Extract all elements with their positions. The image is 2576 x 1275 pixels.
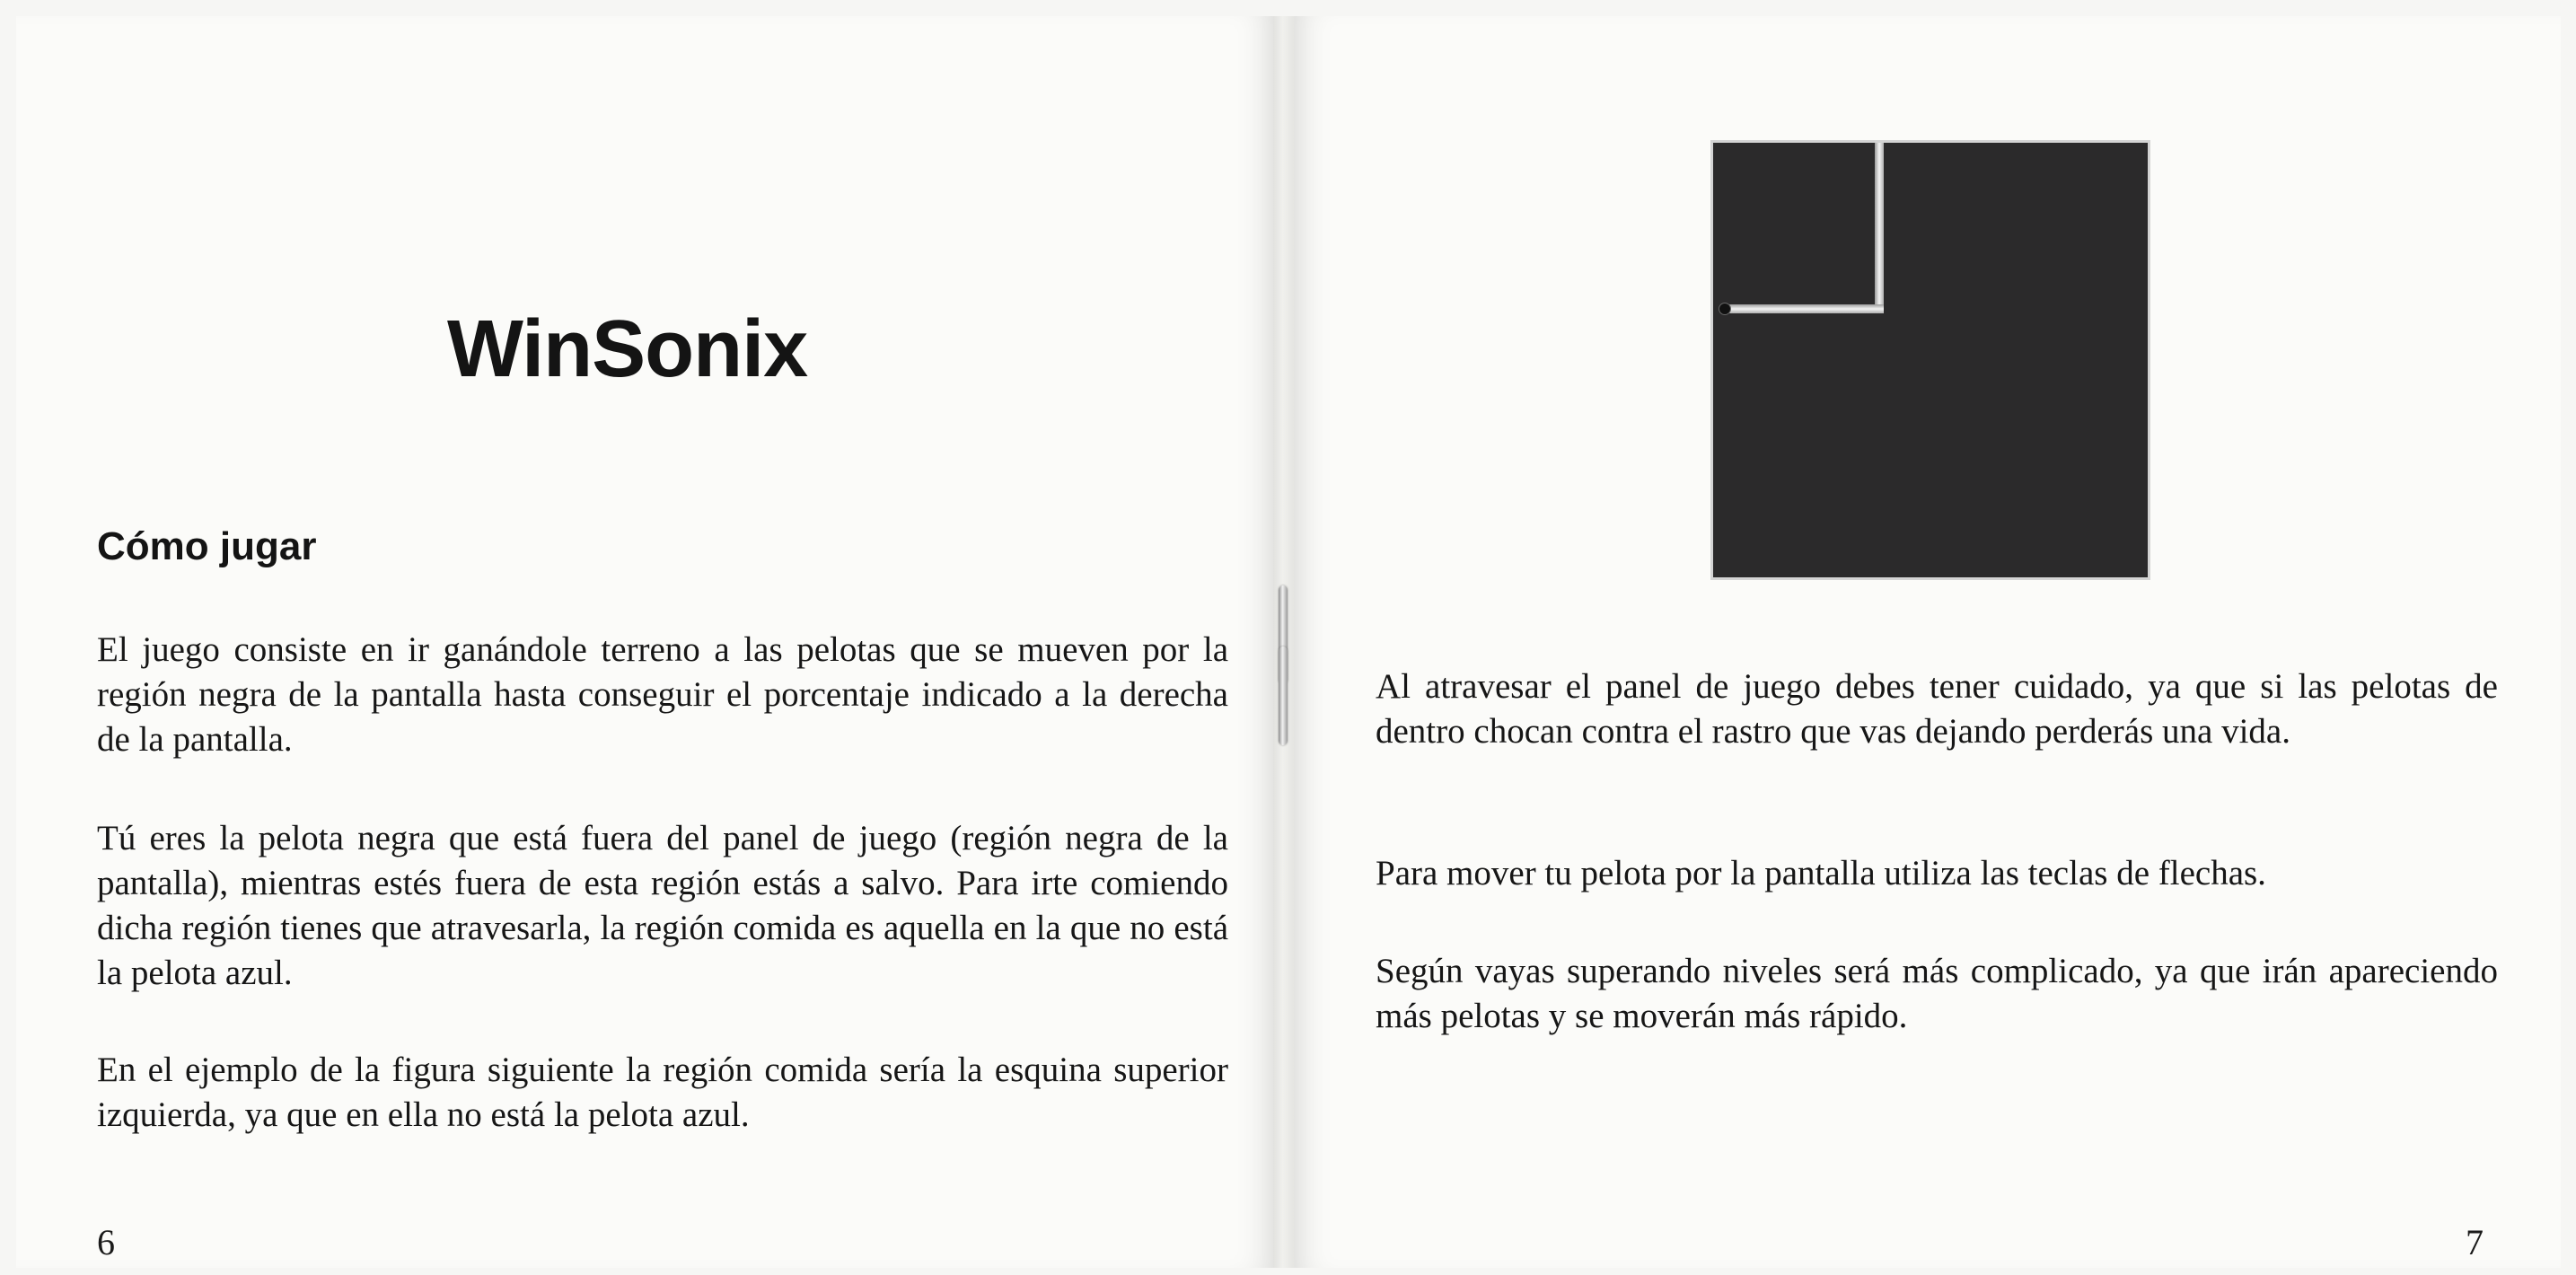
paragraph: El juego consiste en ir ganándole terreno a las pelotas que se mueven por la región negra de la pantalla hasta conseguir el porcentaje indicado a la derecha de la pantalla. <box>97 630 1228 759</box>
paragraph: En el ejemplo de la figura siguiente la región comida sería la esquina superior izquierda, ya que en ella no está la pelota azul. <box>97 1051 1228 1134</box>
left-page <box>16 16 1273 1268</box>
paragraph: Según vayas superando niveles será más complicado, ya que irán apareciendo más pelotas y se moverán más rápido. <box>1376 952 2498 1035</box>
section-heading: Cómo jugar <box>97 524 317 568</box>
player-trail-horizontal <box>1729 304 1884 313</box>
game-title: WinSonix <box>447 304 808 394</box>
staple <box>1279 646 1288 745</box>
page-number: 6 <box>97 1222 115 1262</box>
game-screenshot-figure <box>1710 140 2150 580</box>
paragraph: Al atravesar el panel de juego debes tener cuidado, ya que si las pelotas de dentro chocan contra el rastro que vas dejando perderás una vida. <box>1376 667 2498 751</box>
page-number: 7 <box>2466 1222 2484 1262</box>
player-ball <box>1719 303 1731 315</box>
paragraph: Para mover tu pelota por la pantalla utiliza las teclas de flechas. <box>1376 854 2266 892</box>
paragraph: Tú eres la pelota negra que está fuera del panel de juego (región negra de la pantalla), mientras estés fuera de esta región estás a salvo. Para irte comiendo dicha región tienes que atravesarla, la región comida es aquella en la que no está la pelota azul. <box>97 819 1228 992</box>
right-page <box>1295 16 2561 1268</box>
player-trail-vertical <box>1875 143 1884 313</box>
